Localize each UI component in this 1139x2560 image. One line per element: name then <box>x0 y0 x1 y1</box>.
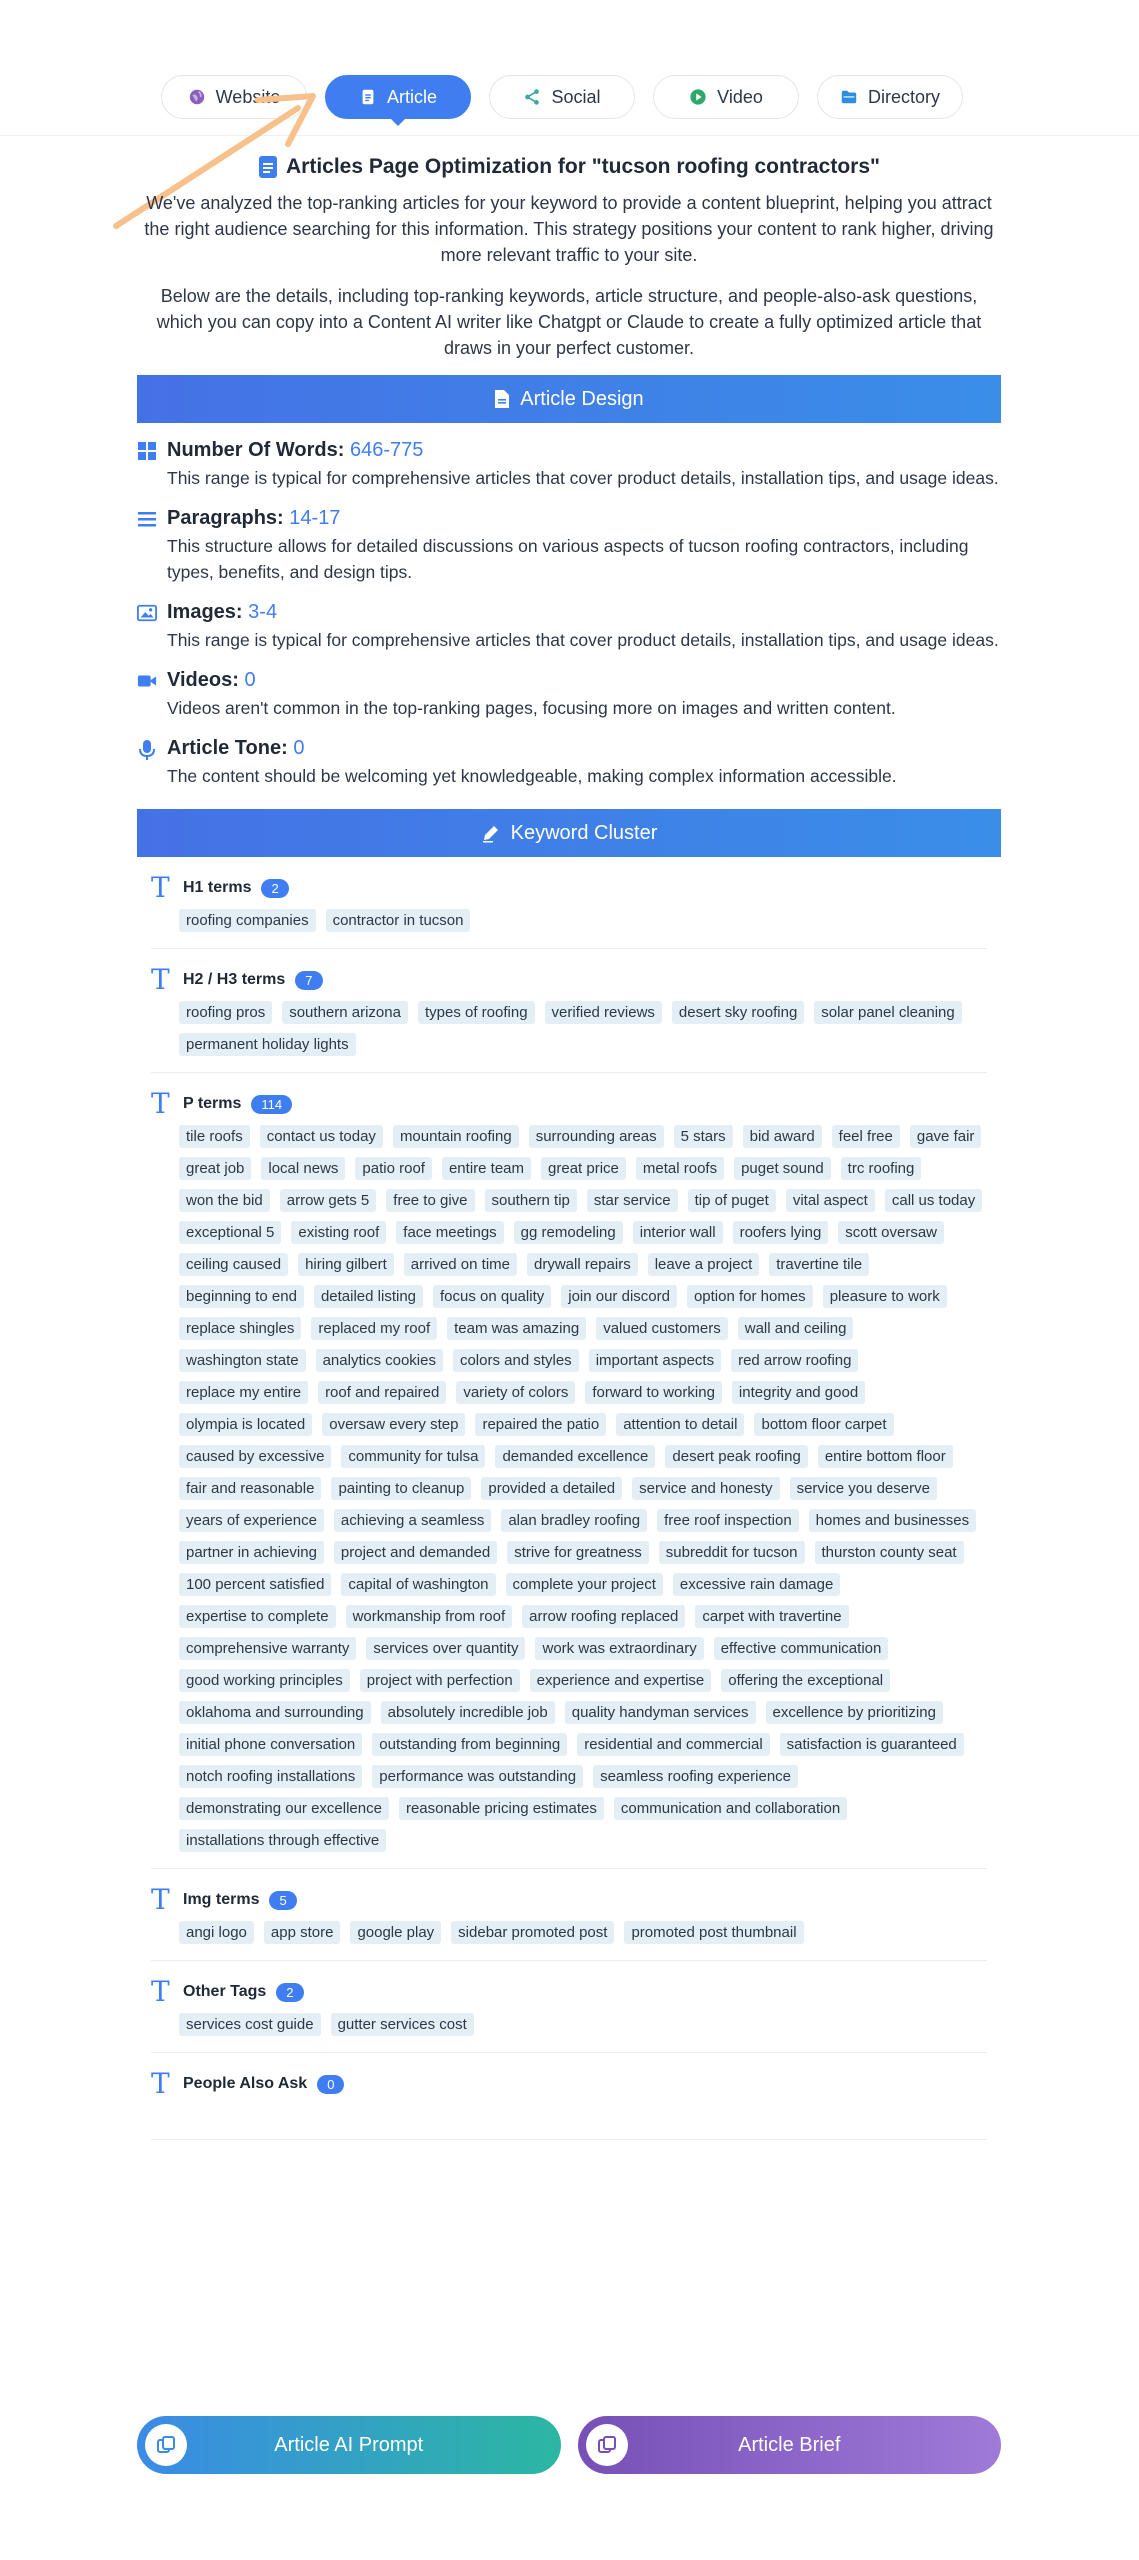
keyword-chip[interactable]: complete your project <box>506 1573 663 1596</box>
keyword-chip[interactable]: free roof inspection <box>657 1509 799 1532</box>
metric-images <box>137 599 1001 653</box>
metric-value: 0 <box>244 669 256 691</box>
button-label: Article AI Prompt <box>274 2433 424 2456</box>
tab-label: Article <box>386 86 437 107</box>
page-title <box>137 150 1001 184</box>
keyword-chip[interactable]: performance was outstanding <box>372 1765 583 1788</box>
text-type-icon: T <box>151 871 170 904</box>
keyword-chip[interactable]: drywall repairs <box>527 1253 638 1276</box>
keyword-group-header <box>151 1089 987 1119</box>
count-badge: 2 <box>276 1983 303 2002</box>
keyword-chips <box>179 2013 987 2036</box>
keyword-chip[interactable]: wall and ceiling <box>738 1317 854 1340</box>
text-type-icon: T <box>151 1975 170 2008</box>
keyword-chip[interactable]: demonstrating our excellence <box>179 1797 389 1820</box>
keyword-chip[interactable]: demanded excellence <box>495 1445 655 1468</box>
keyword-chip[interactable]: angi logo <box>179 1921 254 1944</box>
keyword-chip[interactable]: local news <box>261 1157 345 1180</box>
keyword-group-title: H1 terms <box>183 879 252 896</box>
keyword-chip[interactable]: desert peak roofing <box>665 1445 807 1468</box>
main-content <box>137 150 1001 2140</box>
keyword-chip[interactable]: thurston county seat <box>815 1541 964 1564</box>
keyword-chip[interactable]: arrow gets 5 <box>280 1189 377 1212</box>
keyword-chip[interactable]: painting to cleanup <box>331 1477 471 1500</box>
keyword-chip[interactable]: free to give <box>386 1189 474 1212</box>
keyword-chip[interactable]: trc roofing <box>841 1157 922 1180</box>
article-ai-prompt-button[interactable] <box>137 2416 561 2474</box>
keyword-chip[interactable]: communication and collaboration <box>614 1797 847 1820</box>
keyword-chip[interactable]: variety of colors <box>456 1381 575 1404</box>
edit-icon <box>481 823 501 843</box>
keyword-chip[interactable]: tile roofs <box>179 1125 250 1148</box>
keyword-chip[interactable]: detailed listing <box>314 1285 423 1308</box>
keyword-chip[interactable]: alan bradley roofing <box>501 1509 647 1532</box>
metric-description: This range is typical for comprehensive articles that cover product details, installation tips, and usage ideas. <box>167 468 999 488</box>
keyword-chip[interactable]: service you deserve <box>790 1477 937 1500</box>
intro-paragraph: We've analyzed the top-ranking articles for your keyword to provide a content blueprint, helping you attract the right audience searching for this information. This strategy positions your content to rank higher, driving more relevant traffic to your site. <box>144 193 994 265</box>
keyword-group <box>151 1073 987 1869</box>
count-badge: 5 <box>269 1891 296 1910</box>
metric-label: Images: <box>167 601 243 623</box>
tab-label: Website <box>215 86 281 107</box>
keyword-chip[interactable]: star service <box>587 1189 678 1212</box>
tab-label: Directory <box>867 86 940 107</box>
keyword-chip[interactable]: 100 percent satisfied <box>179 1573 331 1596</box>
keyword-chip[interactable]: analytics cookies <box>316 1349 443 1372</box>
keyword-chip[interactable]: call us today <box>885 1189 982 1212</box>
keyword-chip[interactable]: bid award <box>743 1125 822 1148</box>
keyword-chip[interactable]: residential and commercial <box>577 1733 769 1756</box>
tab-label: Video <box>717 86 763 107</box>
keyword-chip[interactable]: seamless roofing experience <box>593 1765 798 1788</box>
keyword-chip[interactable]: integrity and good <box>732 1381 865 1404</box>
keyword-chip[interactable]: great job <box>179 1157 251 1180</box>
keyword-chip[interactable]: project and demanded <box>334 1541 497 1564</box>
keyword-chip[interactable]: vital aspect <box>786 1189 875 1212</box>
keyword-chip[interactable]: comprehensive warranty <box>179 1637 356 1660</box>
keyword-chip[interactable]: solar panel cleaning <box>814 1001 961 1024</box>
keyword-group-title: Img terms <box>183 1891 260 1908</box>
document-icon <box>258 155 278 179</box>
keyword-chip[interactable]: tip of puget <box>688 1189 776 1212</box>
keyword-chip[interactable]: oklahoma and surrounding <box>179 1701 371 1724</box>
keyword-chip[interactable]: community for tulsa <box>341 1445 485 1468</box>
keyword-chip[interactable]: satisfaction is guaranteed <box>780 1733 964 1756</box>
grid-icon <box>137 441 157 461</box>
keyword-chip[interactable]: good working principles <box>179 1669 350 1692</box>
keyword-chip[interactable]: roofers lying <box>733 1221 829 1244</box>
keyword-chip[interactable]: gave fair <box>910 1125 982 1148</box>
keyword-chips <box>179 1125 987 1852</box>
keyword-chip[interactable]: scott oversaw <box>838 1221 944 1244</box>
metric-label: Article Tone: <box>167 737 288 759</box>
play-icon <box>689 88 707 106</box>
keyword-chip[interactable]: pleasure to work <box>823 1285 947 1308</box>
keyword-chip[interactable]: arrived on time <box>404 1253 517 1276</box>
keyword-group-title: People Also Ask <box>183 2075 308 2092</box>
article-design-header <box>137 375 1001 423</box>
keyword-chip[interactable]: promoted post thumbnail <box>624 1921 803 1944</box>
keyword-chip[interactable]: provided a detailed <box>481 1477 622 1500</box>
keyword-chip[interactable]: puget sound <box>734 1157 831 1180</box>
keyword-chips <box>179 1921 987 1944</box>
keyword-chip[interactable]: verified reviews <box>545 1001 662 1024</box>
keyword-cluster-header <box>137 809 1001 857</box>
keyword-group-title: H2 / H3 terms <box>183 971 286 988</box>
metric-label: Paragraphs: <box>167 507 284 529</box>
keyword-chip[interactable]: years of experience <box>179 1509 324 1532</box>
keyword-group <box>151 1961 987 2053</box>
microphone-icon <box>137 739 157 761</box>
keyword-chip[interactable]: experience and expertise <box>530 1669 712 1692</box>
keyword-chip[interactable]: replaced my roof <box>311 1317 437 1340</box>
keyword-chip[interactable]: workmanship from roof <box>346 1605 513 1628</box>
keyword-chip[interactable]: roofing pros <box>179 1001 272 1024</box>
keyword-group-header <box>151 965 987 995</box>
image-icon <box>137 603 157 623</box>
keyword-chip[interactable]: absolutely incredible job <box>381 1701 555 1724</box>
keyword-chip[interactable]: roofing companies <box>179 909 316 932</box>
metric-paragraphs <box>137 505 1001 585</box>
keyword-chip[interactable]: contractor in tucson <box>326 909 471 932</box>
keyword-group <box>151 1869 987 1961</box>
folder-icon <box>840 88 858 106</box>
keyword-chip[interactable]: leave a project <box>648 1253 760 1276</box>
keyword-group-header <box>151 1885 987 1915</box>
page-title-text: Articles Page Optimization for "tucson roofing contractors" <box>286 155 880 178</box>
metric-label: Number Of Words: <box>167 439 345 461</box>
keyword-chip[interactable]: beginning to end <box>179 1285 304 1308</box>
keyword-chip[interactable]: entire team <box>442 1157 531 1180</box>
keyword-chip[interactable]: project with perfection <box>360 1669 520 1692</box>
keyword-chip[interactable]: desert sky roofing <box>672 1001 804 1024</box>
keyword-group-header <box>151 2069 987 2099</box>
keyword-chip[interactable]: southern tip <box>485 1189 577 1212</box>
keyword-chip[interactable]: olympia is located <box>179 1413 312 1436</box>
metric-videos <box>137 667 1001 721</box>
keyword-chip[interactable]: permanent holiday lights <box>179 1033 356 1056</box>
keyword-chip[interactable]: notch roofing installations <box>179 1765 362 1788</box>
keyword-group-title: Other Tags <box>183 1983 267 2000</box>
count-badge: 114 <box>251 1095 292 1114</box>
keyword-chip[interactable]: face meetings <box>396 1221 503 1244</box>
keyword-chip[interactable]: join our discord <box>561 1285 677 1308</box>
keyword-chip[interactable]: valued customers <box>596 1317 728 1340</box>
text-type-icon: T <box>151 1883 170 1916</box>
article-brief-button[interactable] <box>578 2416 1002 2474</box>
keyword-chip[interactable]: mountain roofing <box>393 1125 519 1148</box>
keyword-chip[interactable]: offering the exceptional <box>721 1669 890 1692</box>
keyword-chip[interactable]: effective communication <box>714 1637 889 1660</box>
keyword-chip[interactable]: oversaw every step <box>322 1413 465 1436</box>
keyword-chip[interactable]: quality handyman services <box>565 1701 756 1724</box>
tab-directory[interactable] <box>817 75 963 119</box>
keyword-chip[interactable]: replace my entire <box>179 1381 308 1404</box>
keyword-chip[interactable]: focus on quality <box>433 1285 551 1308</box>
text-type-icon: T <box>151 1087 170 1120</box>
keyword-chip[interactable]: work was extraordinary <box>535 1637 703 1660</box>
keyword-group-header <box>151 1977 987 2007</box>
keyword-chip[interactable]: excessive rain damage <box>673 1573 840 1596</box>
keyword-group <box>151 949 987 1073</box>
copy-icon <box>586 2424 628 2466</box>
tab-social[interactable] <box>489 75 635 119</box>
keyword-chip[interactable]: gg remodeling <box>514 1221 623 1244</box>
keyword-chip[interactable]: homes and businesses <box>809 1509 976 1532</box>
keyword-chip[interactable]: team was amazing <box>447 1317 586 1340</box>
metric-description: The content should be welcoming yet knowledgeable, making complex information accessible. <box>167 766 897 786</box>
metric-description: This structure allows for detailed discussions on various aspects of tucson roofing contractors, including types, benefits, and design tips. <box>167 536 969 582</box>
keyword-chip[interactable]: feel free <box>832 1125 900 1148</box>
keyword-chips <box>179 909 987 932</box>
section-title: Keyword Cluster <box>510 821 658 844</box>
button-label: Article Brief <box>738 2433 841 2456</box>
keyword-chip[interactable]: exceptional 5 <box>179 1221 281 1244</box>
keyword-chip[interactable]: attention to detail <box>616 1413 744 1436</box>
keyword-chip[interactable]: ceiling caused <box>179 1253 288 1276</box>
tab-article[interactable] <box>325 75 471 119</box>
copy-icon <box>145 2424 187 2466</box>
document-icon <box>359 88 377 106</box>
share-icon <box>523 88 541 106</box>
keyword-chip[interactable]: expertise to complete <box>179 1605 336 1628</box>
keyword-chip[interactable]: replace shingles <box>179 1317 301 1340</box>
keyword-chip[interactable]: metal roofs <box>636 1157 724 1180</box>
text-type-icon: T <box>151 963 170 996</box>
keyword-group-header <box>151 873 987 903</box>
keyword-chip[interactable]: entire bottom floor <box>818 1445 953 1468</box>
keyword-chip[interactable]: red arrow roofing <box>731 1349 858 1372</box>
keyword-chip[interactable]: google play <box>350 1921 441 1944</box>
keyword-chip[interactable]: existing roof <box>291 1221 386 1244</box>
keyword-chip[interactable]: initial phone conversation <box>179 1733 362 1756</box>
paragraph-lines-icon <box>137 509 157 529</box>
keyword-chip[interactable]: sidebar promoted post <box>451 1921 614 1944</box>
keyword-chip[interactable]: app store <box>264 1921 341 1944</box>
keyword-chip[interactable]: bottom floor carpet <box>754 1413 893 1436</box>
metric-words <box>137 437 1001 491</box>
keyword-chip[interactable]: service and honesty <box>632 1477 779 1500</box>
keyword-chip[interactable]: option for homes <box>687 1285 813 1308</box>
keyword-chip[interactable]: 5 stars <box>674 1125 733 1148</box>
action-buttons <box>137 2416 1001 2474</box>
keyword-chip[interactable]: arrow roofing replaced <box>522 1605 685 1628</box>
keyword-chip[interactable]: services cost guide <box>179 2013 321 2036</box>
document-icon <box>494 389 510 409</box>
metric-label: Videos: <box>167 669 239 691</box>
keyword-chip[interactable]: forward to working <box>585 1381 722 1404</box>
keyword-chip[interactable]: surrounding areas <box>529 1125 664 1148</box>
keyword-chip[interactable]: gutter services cost <box>331 2013 474 2036</box>
keyword-chip[interactable]: outstanding from beginning <box>372 1733 567 1756</box>
keyword-chip[interactable]: washington state <box>179 1349 306 1372</box>
keyword-chip[interactable]: contact us today <box>260 1125 383 1148</box>
keyword-chip[interactable]: installations through effective <box>179 1829 386 1852</box>
keyword-chip[interactable]: achieving a seamless <box>334 1509 491 1532</box>
metric-tone <box>137 735 1001 789</box>
keyword-chip[interactable]: hiring gilbert <box>298 1253 394 1276</box>
keyword-chip[interactable]: strive for greatness <box>507 1541 649 1564</box>
keyword-chip[interactable]: fair and reasonable <box>179 1477 321 1500</box>
count-badge: 0 <box>317 2075 344 2094</box>
keyword-chip[interactable]: roof and repaired <box>318 1381 446 1404</box>
keyword-group <box>151 857 987 949</box>
keyword-chip[interactable]: excellence by prioritizing <box>766 1701 943 1724</box>
metric-value: 3-4 <box>248 601 278 623</box>
count-badge: 2 <box>261 879 288 898</box>
tab-label: Social <box>551 86 601 107</box>
count-badge: 7 <box>295 971 322 990</box>
keyword-chip[interactable]: southern arizona <box>282 1001 408 1024</box>
metric-value: 14-17 <box>289 507 341 529</box>
keyword-group <box>151 2053 987 2140</box>
keyword-chip[interactable]: carpet with travertine <box>695 1605 848 1628</box>
keyword-chip[interactable]: caused by excessive <box>179 1445 331 1468</box>
keyword-chip[interactable]: important aspects <box>589 1349 721 1372</box>
video-camera-icon <box>137 671 157 691</box>
keyword-chip[interactable]: interior wall <box>633 1221 723 1244</box>
keyword-chip[interactable]: patio roof <box>355 1157 432 1180</box>
keyword-cluster-list <box>137 857 1001 2140</box>
keyword-chip[interactable]: travertine tile <box>769 1253 869 1276</box>
section-title: Article Design <box>520 387 644 410</box>
keyword-chips <box>179 1001 987 1056</box>
metric-value: 0 <box>293 737 305 759</box>
keyword-chip[interactable]: won the bid <box>179 1189 270 1212</box>
keyword-chip[interactable]: repaired the patio <box>475 1413 606 1436</box>
keyword-chip[interactable]: colors and styles <box>453 1349 579 1372</box>
intro-paragraph-2: Below are the details, including top-ranking keywords, article structure, and people-also-ask questions, which you can copy into a Content AI writer like Chatgpt or Claude to create a fully optimized article that draws in your perfect customer. <box>156 286 982 358</box>
keyword-chip[interactable]: types of roofing <box>418 1001 535 1024</box>
keyword-group-title: P terms <box>183 1095 242 1112</box>
metric-description: Videos aren't common in the top-ranking pages, focusing more on images and written content. <box>167 698 896 718</box>
keyword-chip[interactable]: subreddit for tucson <box>659 1541 805 1564</box>
keyword-chip[interactable]: reasonable pricing estimates <box>399 1797 604 1820</box>
keyword-chip[interactable]: services over quantity <box>366 1637 525 1660</box>
keyword-chip[interactable]: great price <box>541 1157 626 1180</box>
metric-description: This range is typical for comprehensive articles that cover product details, installation tips, and usage ideas. <box>167 630 999 650</box>
tab-video[interactable] <box>653 75 799 119</box>
keyword-chip[interactable]: partner in achieving <box>179 1541 324 1564</box>
text-type-icon: T <box>151 2067 170 2100</box>
keyword-chip[interactable]: capital of washington <box>341 1573 495 1596</box>
metric-value: 646-775 <box>349 439 424 461</box>
